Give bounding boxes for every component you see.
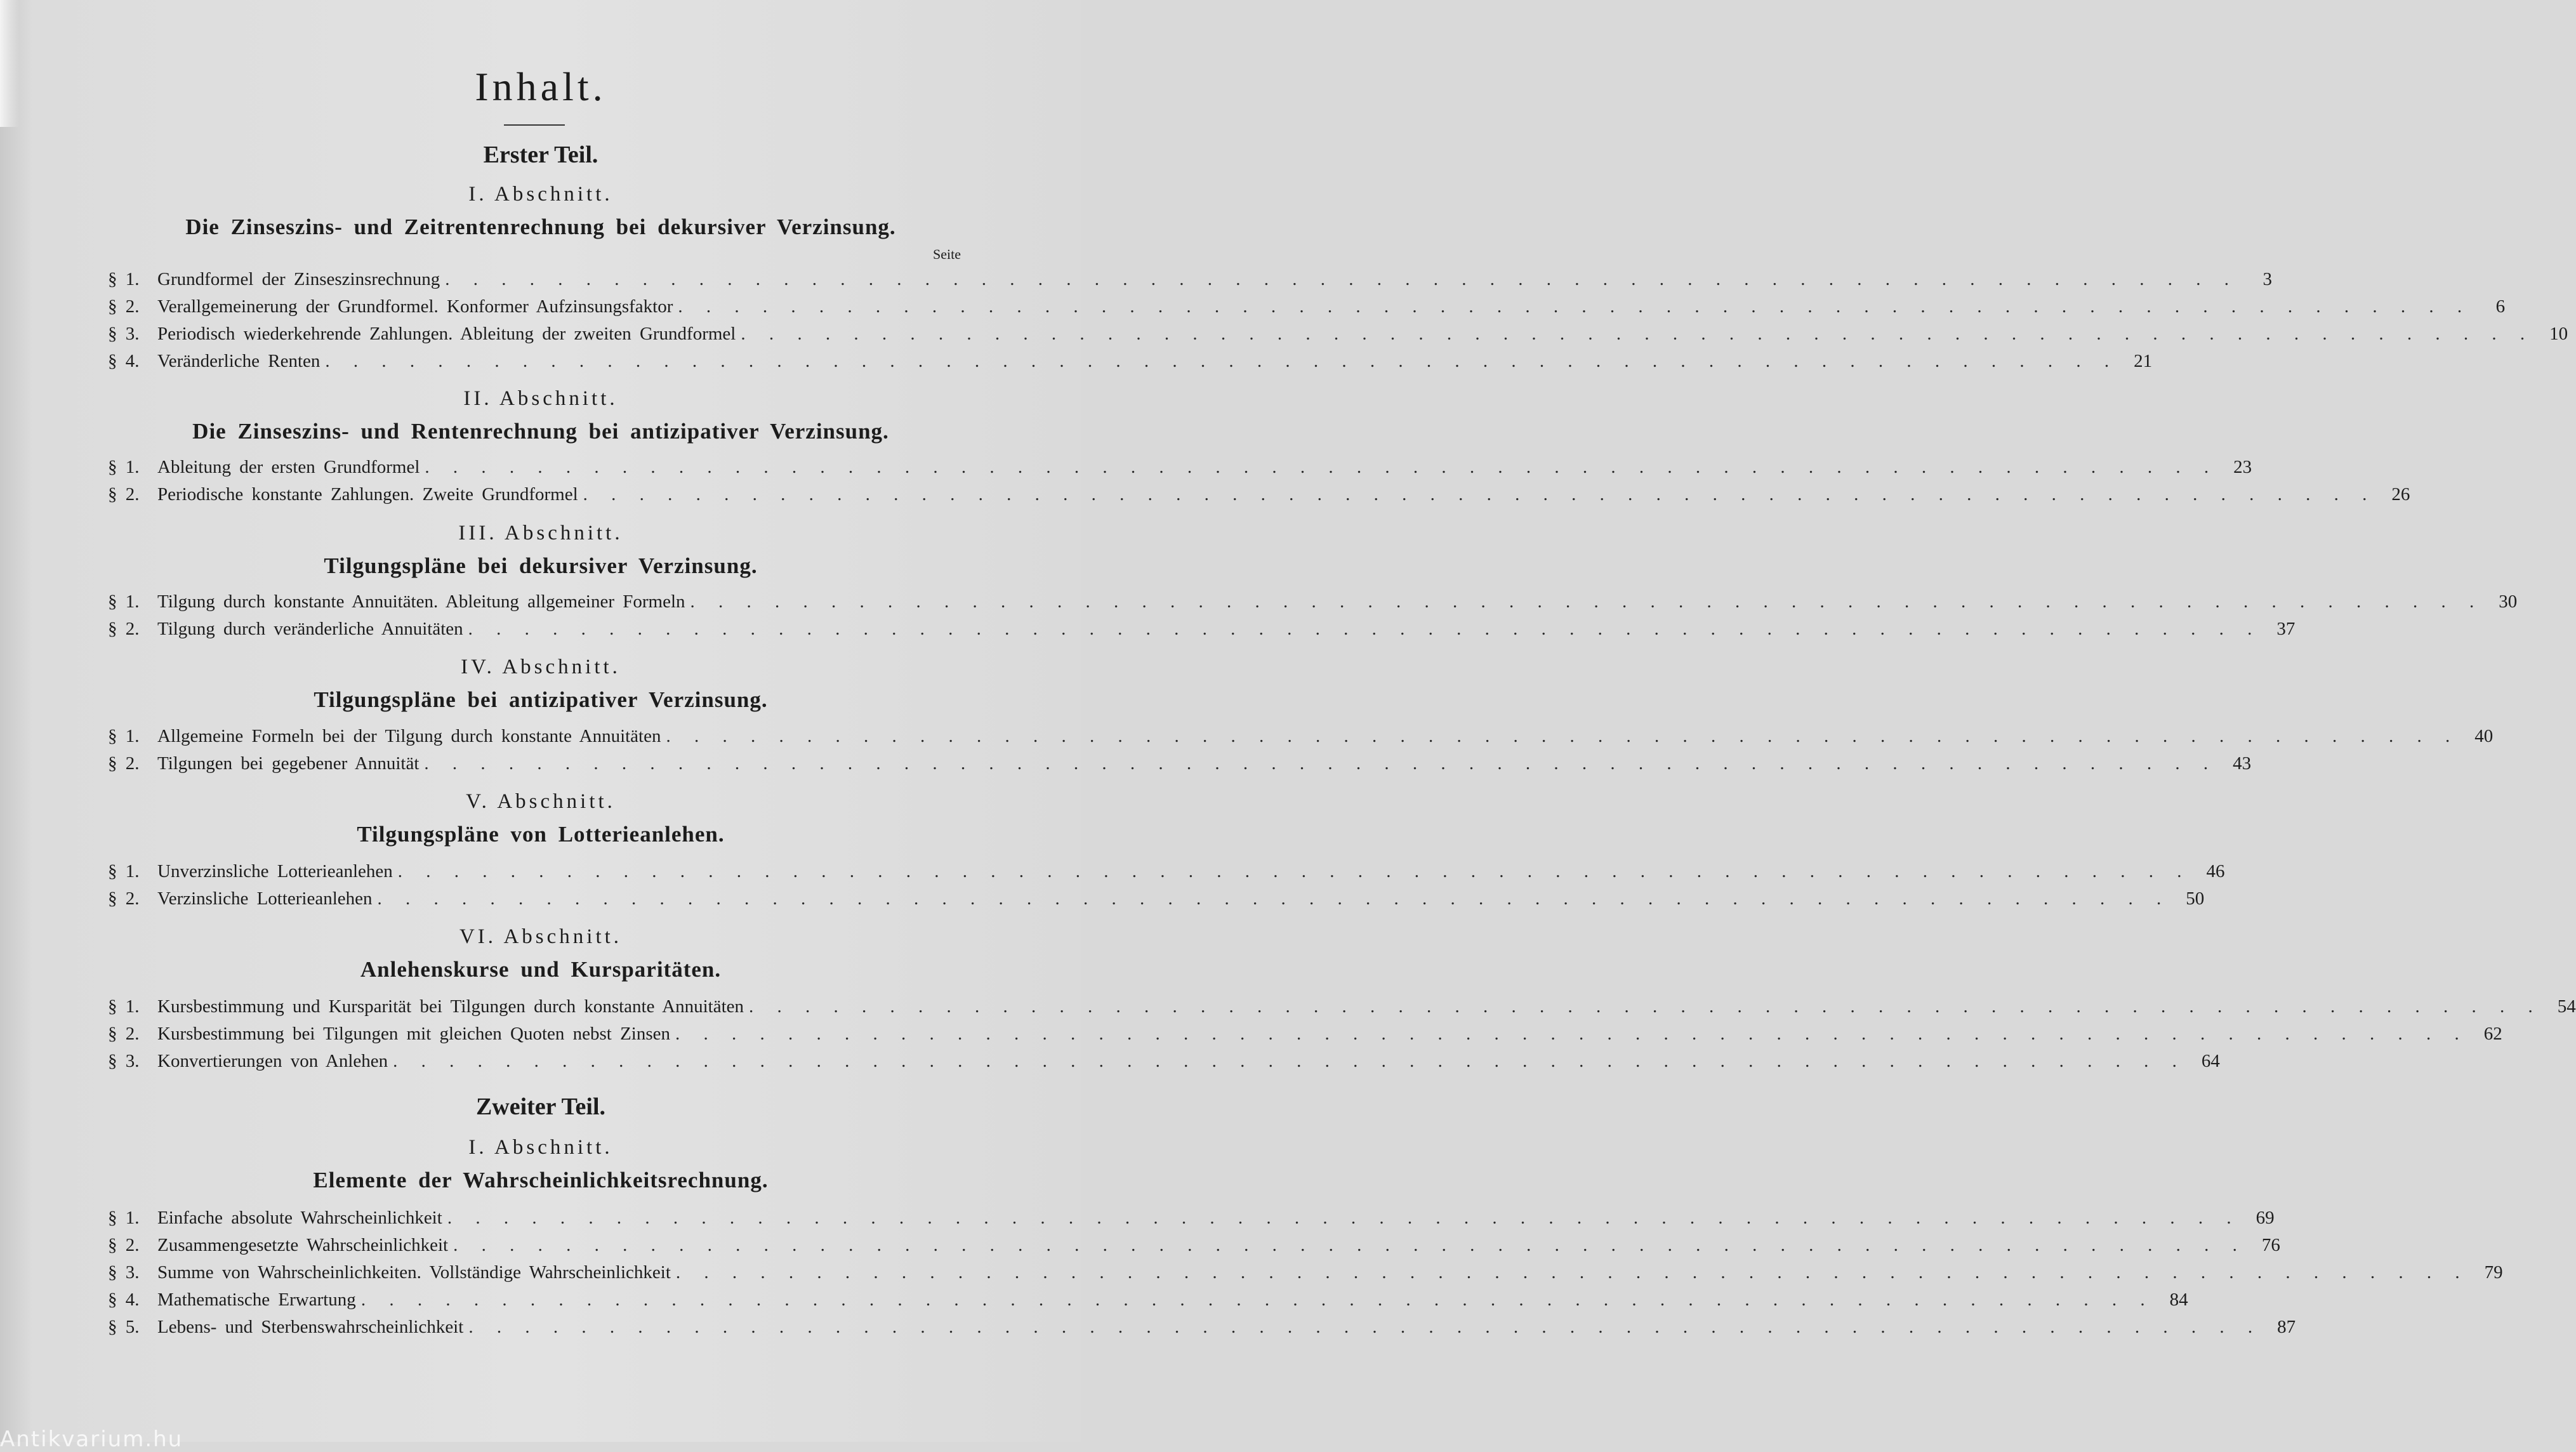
leader-dots: . . . . . . . . . . . . . . . . . . . . . . . . . . . . . . . . . . . . . . . . . . . . . . . . . . . . . . . . . . . . . . . . bbox=[690, 591, 2482, 612]
watermark: Antikvarium.hu bbox=[0, 1427, 183, 1452]
entry-title: Grundformel der Zinseszinsrechnung bbox=[157, 269, 440, 289]
leader-dots: . . . . . . . . . . . . . . . . . . . . . . . . . . . . . . . . . . . . . . . . . . . . . . . . . . . . . . . . . . . . . . . . bbox=[678, 296, 2470, 317]
entry-title: Veränderliche Renten bbox=[157, 351, 320, 371]
entry-number: § 1. bbox=[108, 861, 140, 881]
leader-dots: . . . . . . . . . . . . . . . . . . . . . . . . . . . . . . . . . . . . . . . . . . . . . . . . . . . . . . . . . . . . . . . . bbox=[397, 861, 2190, 881]
toc-entry bbox=[108, 269, 2273, 294]
entry-page: 76 bbox=[2261, 1235, 2280, 1255]
entry-page: 46 bbox=[2206, 861, 2225, 881]
entry-title: Mathematische Erwartung bbox=[157, 1290, 356, 1310]
leader-dots: . . . . . . . . . . . . . . . . . . . . . . . . . . . . . . . . . . . . . . . . . . . . . . . . . . . . . . . . . . . . . . . . bbox=[749, 996, 2540, 1017]
toc-entry bbox=[108, 1262, 2503, 1288]
toc-entry bbox=[108, 753, 2252, 779]
leader-dots: . . . . . . . . . . . . . . . . . . . . . . . . . . . . . . . . . . . . . . . . . . . . . . . . . . . . . . . . . . . . . . . . bbox=[468, 619, 2260, 639]
entry-title: Ableitung der ersten Grundformel bbox=[157, 457, 420, 477]
entry-number: § 2. bbox=[108, 1024, 140, 1044]
leader-dots: . . . . . . . . . . . . . . . . . . . . . . . . . . . . . . . . . . . . . . . . . . . . . . . . . . . . . . . . . . . . . . . . bbox=[666, 726, 2458, 746]
part-title: Zweiter Teil. bbox=[475, 1093, 606, 1120]
toc-entry bbox=[108, 861, 2225, 887]
entry-page: 40 bbox=[2474, 726, 2493, 746]
leader-dots: . . . . . . . . . . . . . . . . . . . . . . . . . . . . . . . . . . . . . . . . . . . . . . . . . . . . . . . . . . . . . . . . bbox=[445, 269, 2237, 289]
entry-title: Konvertierungen von Anlehen bbox=[157, 1051, 388, 1071]
entry-title: Periodische konstante Zahlungen. Zweite Grundformel bbox=[157, 484, 578, 505]
entry-title: Verallgemeinerung der Grundformel. Konformer Aufzinsungsfaktor bbox=[157, 296, 673, 317]
leader-dots: . . . . . . . . . . . . . . . . . . . . . . . . . . . . . . . . . . . . . . . . . . . . . . . . . . . . . . . . . . . . . . . . bbox=[453, 1235, 2245, 1255]
entry-page: 84 bbox=[2169, 1290, 2188, 1310]
entry-title: Allgemeine Formeln bei der Tilgung durch konstante Annuitäten bbox=[157, 726, 661, 746]
abschnitt-label: V. Abschnitt. bbox=[466, 790, 616, 813]
section-heading: Anlehenskurse und Kursparitäten. bbox=[360, 957, 722, 982]
entry-title: Lebens- und Sterbenswahrscheinlichkeit bbox=[157, 1317, 464, 1337]
leader-dots: . . . . . . . . . . . . . . . . . . . . . . . . . . . . . . . . . . . . . . . . . . . . . . . . . . . . . . . . . . . . . . . . bbox=[377, 888, 2169, 909]
entry-page: 26 bbox=[2391, 484, 2410, 505]
entry-page: 30 bbox=[2499, 591, 2518, 612]
entry-page: 21 bbox=[2134, 351, 2153, 371]
leader-dots: . . . . . . . . . . . . . . . . . . . . . . . . . . . . . . . . . . . . . . . . . . . . . . . . . . . . . . . . . . . . . . . . bbox=[675, 1024, 2467, 1044]
entry-page: 54 bbox=[2557, 996, 2576, 1017]
entry-title: Einfache absolute Wahrscheinlichkeit bbox=[157, 1208, 442, 1228]
toc-entry bbox=[108, 351, 2153, 376]
seite-label: Seite bbox=[933, 246, 961, 262]
entry-page: 62 bbox=[2483, 1024, 2502, 1044]
entry-title: Tilgungen bei gegebener Annuität bbox=[157, 753, 419, 774]
entry-title: Verzinsliche Lotterieanlehen bbox=[157, 888, 373, 909]
leader-dots: . . . . . . . . . . . . . . . . . . . . . . . . . . . . . . . . . . . . . . . . . . . . . . . . . . . . . . . . . . . . . . . . bbox=[360, 1290, 2153, 1310]
entry-number: § 1. bbox=[108, 726, 140, 746]
abschnitt-label: I. Abschnitt. bbox=[468, 1136, 613, 1159]
entry-number: § 2. bbox=[108, 619, 140, 639]
leader-dots: . . . . . . . . . . . . . . . . . . . . . . . . . . . . . . . . . . . . . . . . . . . . . . . . . . . . . . . . . . . . . . . . bbox=[468, 1317, 2261, 1337]
toc-entry bbox=[108, 1235, 2280, 1260]
entry-title: Zusammengesetzte Wahrscheinlichkeit bbox=[157, 1235, 449, 1255]
leader-dots: . . . . . . . . . . . . . . . . . . . . . . . . . . . . . . . . . . . . . . . . . . . . . . . . . . . . . . . . . . . . . . . . bbox=[447, 1208, 2239, 1228]
entry-title: Summe von Wahrscheinlichkeiten. Vollständige Wahrscheinlichkeit bbox=[157, 1262, 671, 1283]
section-heading: Die Zinseszins- und Zeitrentenrechnung bei dekursiver Verzinsung. bbox=[185, 214, 896, 239]
entry-title: Tilgung durch veränderliche Annuitäten bbox=[157, 619, 463, 639]
entry-number: § 1. bbox=[108, 269, 140, 289]
leader-dots: . . . . . . . . . . . . . . . . . . . . . . . . . . . . . . . . . . . . . . . . . . . . . . . . . . . . . . . . . . . . . . . . bbox=[675, 1262, 2467, 1283]
entry-number: § 2. bbox=[108, 888, 140, 909]
part-title: Erster Teil. bbox=[483, 142, 598, 168]
leader-dots: . . . . . . . . . . . . . . . . . . . . . . . . . . . . . . . . . . . . . . . . . . . . . . . . . . . . . . . . . . . . . . . . bbox=[393, 1051, 2184, 1071]
toc-entry bbox=[108, 888, 2205, 914]
section-heading: Tilgungspläne von Lotterieanlehen. bbox=[357, 822, 725, 847]
entry-title: Tilgung durch konstante Annuitäten. Ableitung allgemeiner Formeln bbox=[157, 591, 685, 612]
entry-title: Periodisch wiederkehrende Zahlungen. Ableitung der zweiten Grundformel bbox=[157, 324, 736, 344]
entry-number: § 2. bbox=[108, 1235, 140, 1255]
toc-entry bbox=[108, 726, 2493, 751]
entry-title: Unverzinsliche Lotterieanlehen bbox=[157, 861, 393, 881]
title-rule bbox=[504, 124, 565, 126]
entry-number: § 1. bbox=[108, 1208, 140, 1228]
abschnitt-label: IV. Abschnitt. bbox=[461, 656, 621, 678]
entry-number: § 3. bbox=[108, 1262, 140, 1283]
entry-page: 64 bbox=[2201, 1051, 2220, 1071]
toc-entry bbox=[108, 1208, 2275, 1233]
entry-page: 87 bbox=[2277, 1317, 2296, 1337]
section-heading: Tilgungspläne bei dekursiver Verzinsung. bbox=[324, 553, 758, 578]
entry-title: Kursbestimmung bei Tilgungen mit gleichen Quoten nebst Zinsen bbox=[157, 1024, 671, 1044]
entry-page: 43 bbox=[2233, 753, 2252, 774]
entry-page: 3 bbox=[2262, 269, 2273, 289]
leader-dots: . . . . . . . . . . . . . . . . . . . . . . . . . . . . . . . . . . . . . . . . . . . . . . . . . . . . . . . . . . . . . . . . bbox=[424, 753, 2216, 774]
entry-page: 79 bbox=[2484, 1262, 2503, 1283]
entry-number: § 1. bbox=[108, 591, 140, 612]
entry-page: 37 bbox=[2276, 619, 2295, 639]
section-heading: Tilgungspläne bei antizipativer Verzinsung. bbox=[314, 687, 768, 712]
toc-entry bbox=[108, 1024, 2502, 1049]
toc-entry bbox=[108, 619, 2295, 644]
toc-entry bbox=[108, 1051, 2220, 1076]
toc-entry bbox=[108, 591, 2518, 617]
entry-page: 10 bbox=[2549, 324, 2568, 344]
entry-number: § 3. bbox=[108, 1051, 140, 1071]
abschnitt-label: I. Abschnitt. bbox=[468, 183, 613, 206]
toc-entry bbox=[108, 296, 2506, 322]
page-title: Inhalt. bbox=[475, 64, 607, 109]
toc-entry bbox=[108, 996, 2576, 1022]
leader-dots: . . . . . . . . . . . . . . . . . . . . . . . . . . . . . . . . . . . . . . . . . . . . . . . . . . . . . . . . . . . . . . . . bbox=[425, 457, 2217, 477]
entry-page: 50 bbox=[2186, 888, 2205, 909]
abschnitt-label: III. Abschnitt. bbox=[458, 522, 623, 544]
toc-entry bbox=[108, 457, 2252, 482]
toc-entry bbox=[108, 324, 2568, 349]
section-heading: Elemente der Wahrscheinlichkeitsrechnung. bbox=[313, 1168, 769, 1192]
entry-page: 23 bbox=[2233, 457, 2252, 477]
entry-number: § 4. bbox=[108, 351, 140, 371]
toc-entry bbox=[108, 1317, 2296, 1342]
entry-number: § 3. bbox=[108, 324, 140, 344]
toc-entry bbox=[108, 1290, 2188, 1315]
entry-number: § 1. bbox=[108, 457, 140, 477]
abschnitt-label: II. Abschnitt. bbox=[463, 387, 618, 410]
entry-number: § 2. bbox=[108, 296, 140, 317]
section-heading: Die Zinseszins- und Rentenrechnung bei antizipativer Verzinsung. bbox=[192, 419, 889, 444]
entry-number: § 2. bbox=[108, 753, 140, 774]
entry-page: 69 bbox=[2256, 1208, 2275, 1228]
entry-number: § 4. bbox=[108, 1290, 140, 1310]
leader-dots: . . . . . . . . . . . . . . . . . . . . . . . . . . . . . . . . . . . . . . . . . . . . . . . . . . . . . . . . . . . . . . . . bbox=[583, 484, 2375, 505]
leader-dots: . . . . . . . . . . . . . . . . . . . . . . . . . . . . . . . . . . . . . . . . . . . . . . . . . . . . . . . . . . . . . . . . bbox=[741, 324, 2533, 344]
entry-page: 6 bbox=[2495, 296, 2506, 317]
entry-title: Kursbestimmung und Kursparität bei Tilgungen durch konstante Annuitäten bbox=[157, 996, 744, 1017]
leader-dots: . . . . . . . . . . . . . . . . . . . . . . . . . . . . . . . . . . . . . . . . . . . . . . . . . . . . . . . . . . . . . . . . bbox=[325, 351, 2117, 371]
entry-number: § 5. bbox=[108, 1317, 140, 1337]
toc-entry bbox=[108, 484, 2410, 510]
abschnitt-label: VI. Abschnitt. bbox=[459, 925, 623, 948]
entry-number: § 1. bbox=[108, 996, 140, 1017]
entry-number: § 2. bbox=[108, 484, 140, 505]
